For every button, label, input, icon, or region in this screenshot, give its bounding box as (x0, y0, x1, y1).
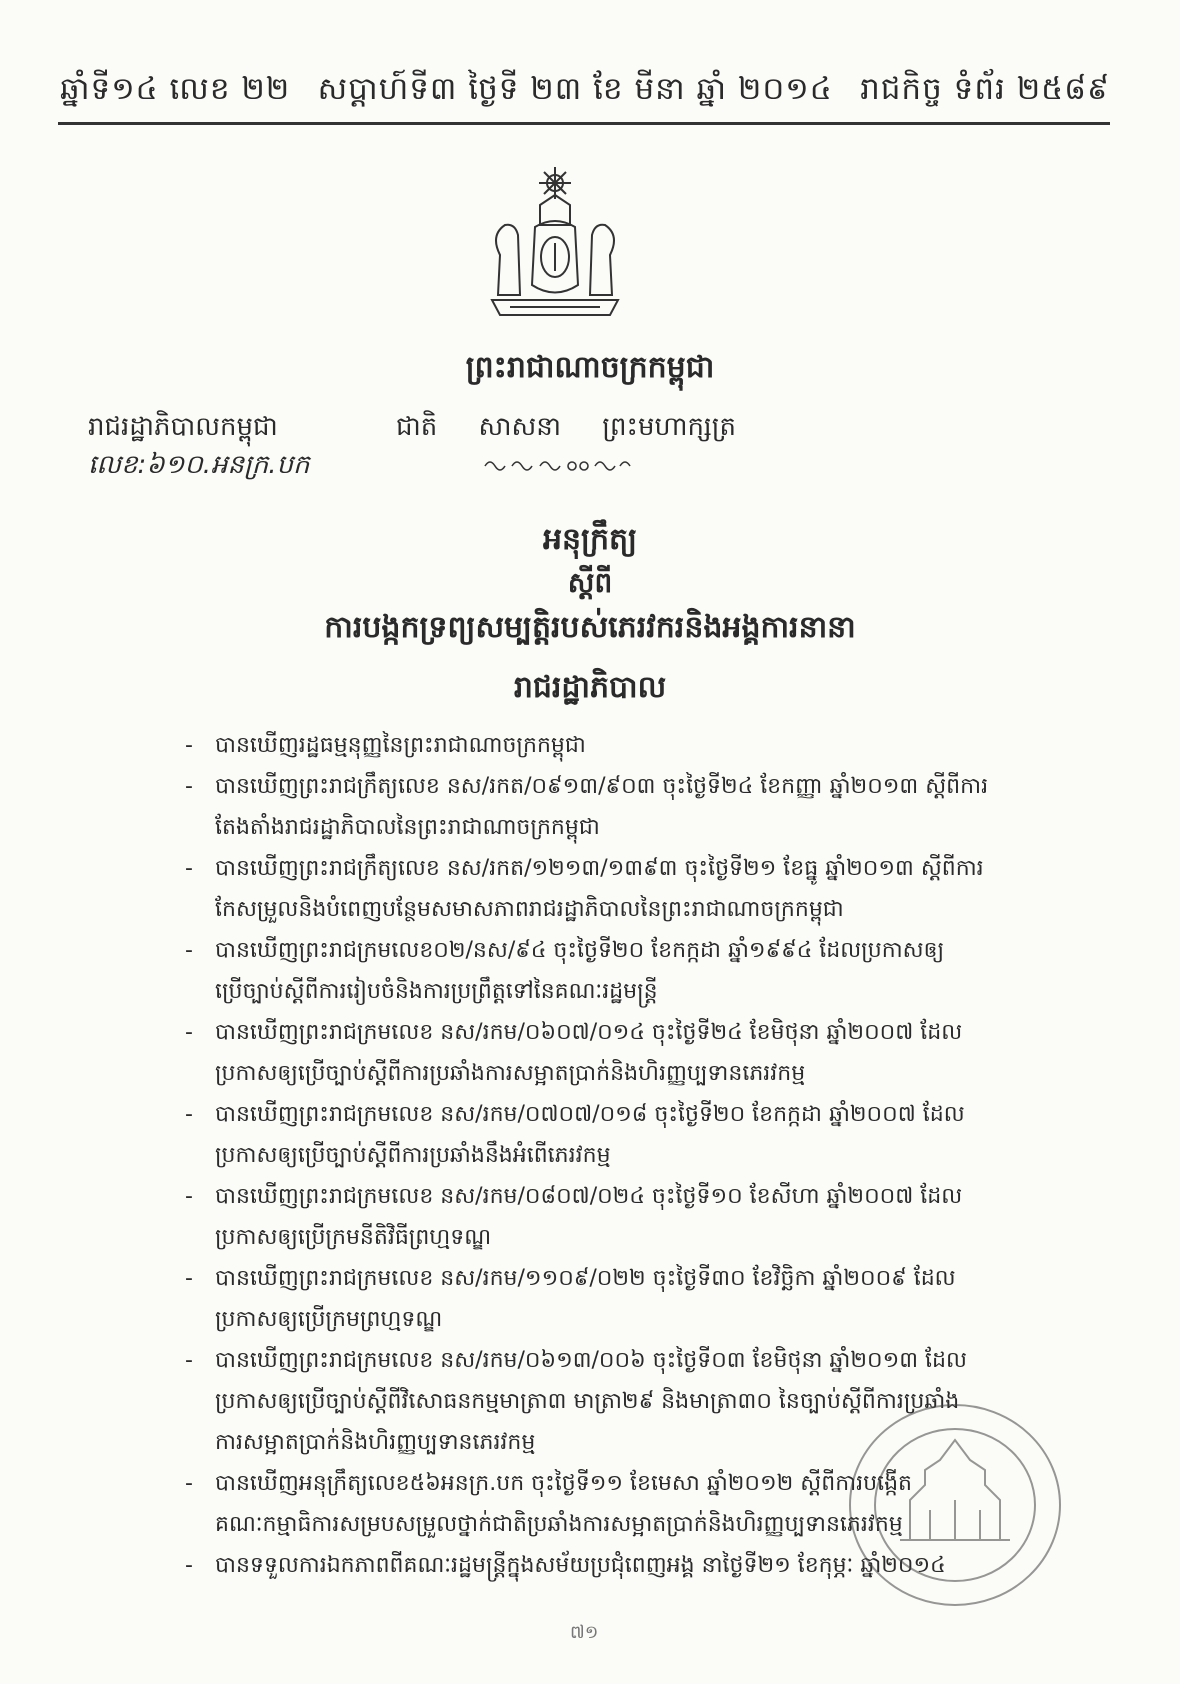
preamble-line: តែងតាំងរាជរដ្ឋាភិបាលនៃព្រះរាជាណាចក្រកម្ពុជា (215, 815, 600, 840)
page-number: ៧១ (570, 1622, 599, 1643)
flourish-ornament-icon (480, 454, 640, 476)
official-seal-icon (840, 1390, 1070, 1620)
preamble-item (175, 848, 1025, 930)
bullet-dash: - (185, 1471, 193, 1496)
document-subject: ការបង្កកទ្រព្យសម្បត្តិរបស់ភេរវករនិងអង្គការនានា (324, 610, 856, 645)
bullet-dash: - (185, 733, 193, 758)
preamble-line: បានឃើញអនុក្រឹត្យលេខ៥៦អនក្រ.បក ចុះថ្ងៃទី១១ ខែមេសា ឆ្នាំ២០១២ ស្តីពីការបង្កើត (215, 1471, 913, 1496)
header-rule (58, 122, 1110, 125)
preamble-line: បានឃើញព្រះរាជក្រឹត្យលេខ នស/រកត/១២១៣/១៣៩៣ ចុះថ្ងៃទី២១ ខែធ្នូ ឆ្នាំ២០១៣ ស្តីពីការ (215, 856, 984, 881)
gazette-page: រាជកិច្ច ទំព័រ ២៥៨៩ (860, 71, 1110, 107)
bullet-dash: - (185, 774, 193, 799)
preamble-line: បានឃើញរដ្ឋធម្មនុញ្ញនៃព្រះរាជាណាចក្រកម្ពុជា (215, 733, 586, 758)
bullet-dash: - (185, 1348, 193, 1373)
bullet-dash: - (185, 1020, 193, 1045)
preamble-line: បានឃើញព្រះរាជក្រមលេខ នស/រកម/០៦០៧/០១៤ ចុះថ្ងៃទី២៤ ខែមិថុនា ឆ្នាំ២០០៧ ដែល (215, 1020, 963, 1045)
document-issuer: រាជរដ្ឋាភិបាល (513, 670, 667, 705)
preamble-line: ប្រកាសឲ្យប្រើច្បាប់ស្តីពីការប្រឆាំងការសម្អាតប្រាក់និងហិរញ្ញប្បទានភេរវកម្ម (215, 1061, 806, 1086)
motto-religion: សាសនា (478, 412, 562, 442)
gazette-header (60, 70, 1110, 115)
preamble-line: កែសម្រួលនិងបំពេញបន្ថែមសមាសភាពរាជរដ្ឋាភិបាលនៃព្រះរាជាណាចក្រកម្ពុជា (215, 897, 844, 922)
bullet-dash: - (185, 1553, 193, 1578)
document-type: អនុក្រឹត្យ (542, 522, 638, 557)
motto-nation: ជាតិ (396, 412, 438, 442)
motto-king: ព្រះមហាក្សត្រ (602, 412, 736, 442)
bullet-dash: - (185, 856, 193, 881)
preamble-item (175, 766, 1025, 848)
preamble-line: ប្រកាសឲ្យប្រើក្រមព្រហ្មទណ្ឌ (215, 1307, 443, 1332)
preamble-item (175, 725, 1025, 766)
preamble-item (175, 1258, 1025, 1340)
preamble-line: ប្រកាសឲ្យប្រើច្បាប់ស្តីពីវិសោធនកម្មមាត្រា៣ មាត្រា២៩ និងមាត្រា៣០ នៃច្បាប់ស្តីពីការប្រឆាំង (215, 1389, 960, 1414)
bullet-dash: - (185, 1102, 193, 1127)
issue-number: ឆ្នាំទី១៤ លេខ ២២ (60, 71, 291, 107)
bullet-dash: - (185, 938, 193, 963)
preamble-line: ប្រើច្បាប់ស្តីពីការរៀបចំនិងការប្រព្រឹត្តទៅនៃគណៈរដ្ឋមន្ត្រី (215, 979, 658, 1004)
bullet-dash: - (185, 1266, 193, 1291)
preamble-line: បានឃើញព្រះរាជក្រមលេខ នស/រកម/០៧០៧/០១៨ ចុះថ្ងៃទី២០ ខែកក្កដា ឆ្នាំ២០០៧ ដែល (215, 1102, 965, 1127)
preamble-line: បានឃើញព្រះរាជក្រមលេខ០២/នស/៩៤ ចុះថ្ងៃទី២០ ខែកក្កដា ឆ្នាំ១៩៩៤ ដែលប្រកាសឲ្យ (215, 938, 945, 963)
preamble-line: បានឃើញព្រះរាជក្រមលេខ នស/រកម/០៦១៣/០០៦ ចុះថ្ងៃទី០៣ ខែមិថុនា ឆ្នាំ២០១៣ ដែល (215, 1348, 967, 1373)
preamble-item (175, 1176, 1025, 1258)
preamble-item (175, 1094, 1025, 1176)
preamble-line: បានឃើញព្រះរាជក្រមលេខ នស/រកម/០៨០៧/០២៤ ចុះថ្ងៃទី១០ ខែសីហា ឆ្នាំ២០០៧ ដែល (215, 1184, 963, 1209)
preamble-item (175, 1012, 1025, 1094)
preamble-line: ប្រកាសឲ្យប្រើច្បាប់ស្តីពីការប្រឆាំងនឹងអំពើភេរវកម្ម (215, 1143, 611, 1168)
issue-date: សប្តាហ៍ទី៣ ថ្ងៃទី ២៣ ខែ មីនា ឆ្នាំ ២០១៤ (317, 71, 833, 107)
preamble-line: ការសម្អាតប្រាក់និងហិរញ្ញប្បទានភេរវកម្ម (215, 1430, 536, 1455)
document-about: ស្តីពី (567, 566, 613, 599)
bullet-dash: - (185, 1184, 193, 1209)
royal-emblem-icon (470, 165, 640, 335)
national-motto (396, 410, 736, 448)
decree-reference: លេខ:៦១០.អនក្រ.បក (88, 450, 310, 480)
preamble-line: បានឃើញព្រះរាជក្រឹត្យលេខ នស/រកត/០៩១៣/៩០៣ ចុះថ្ងៃទី២៤ ខែកញ្ញា ឆ្នាំ២០១៣ ស្តីពីការ (215, 774, 989, 799)
preamble-line: បានទទួលការឯកភាពពីគណៈរដ្ឋមន្ត្រីក្នុងសម័យប្រជុំពេញអង្គ នាថ្ងៃទី២១ ខែកុម្ភៈ ឆ្នាំ២០១៤ (215, 1553, 946, 1578)
preamble-item (175, 930, 1025, 1012)
preamble-line: ប្រកាសឲ្យប្រើក្រមនីតិវិធីព្រហ្មទណ្ឌ (215, 1225, 492, 1250)
kingdom-name: ព្រះរាជាណាចក្រកម្ពុជា (465, 350, 715, 385)
preamble-line: គណៈកម្មាធិការសម្របសម្រួលថ្នាក់ជាតិប្រឆាំងការសម្អាតប្រាក់និងហិរញ្ញប្បទានភេរវកម្ម (215, 1512, 903, 1537)
preamble-line: បានឃើញព្រះរាជក្រមលេខ នស/រកម/១១០៩/០២២ ចុះថ្ងៃទី៣០ ខែវិច្ឆិកា ឆ្នាំ២០០៩ ដែល (215, 1266, 956, 1291)
government-name: រាជរដ្ឋាភិបាលកម្ពុជា (88, 412, 278, 442)
